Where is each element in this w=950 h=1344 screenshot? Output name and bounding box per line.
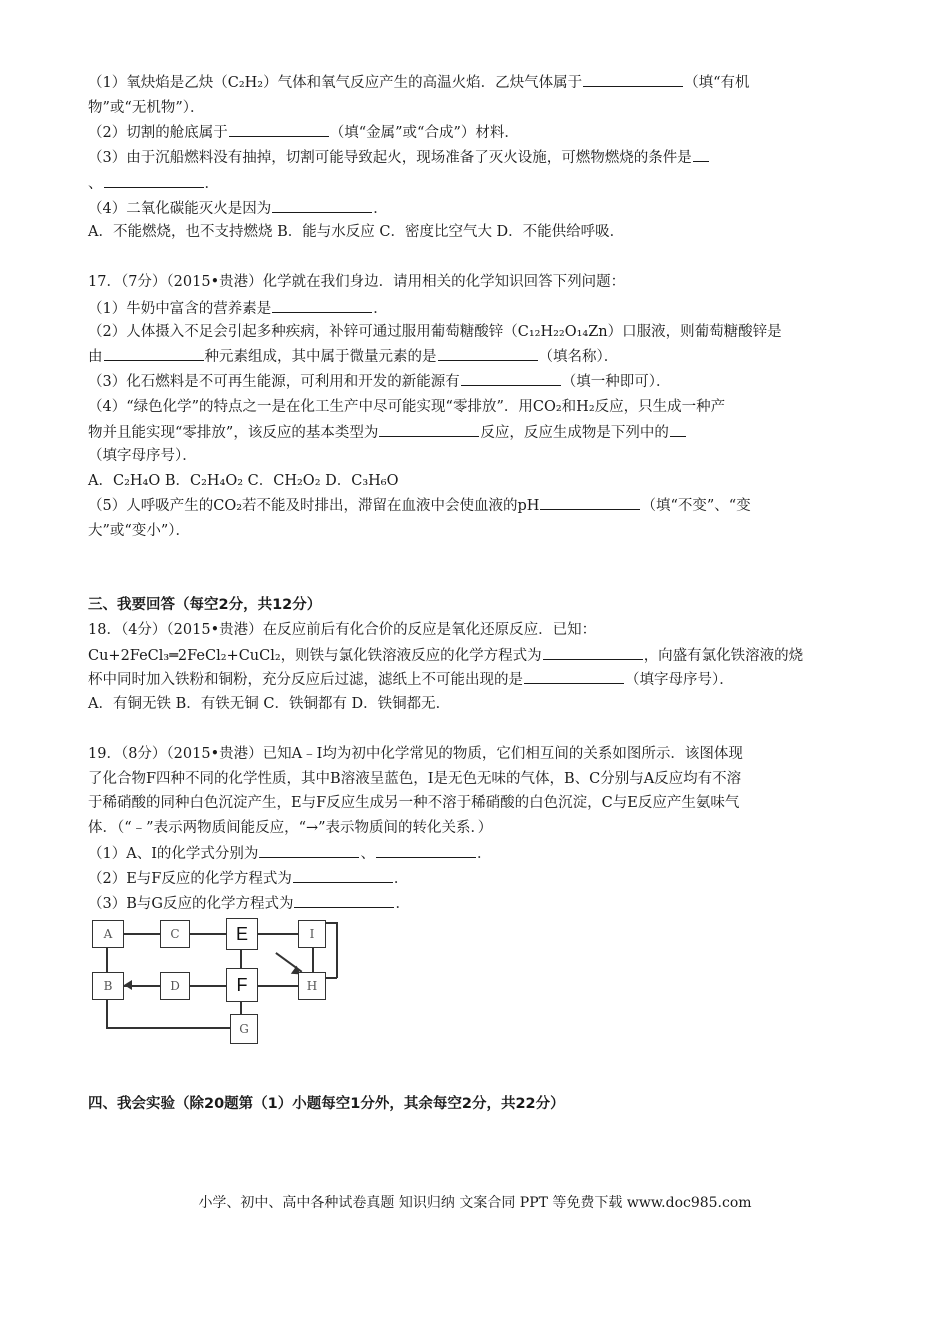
answer-blank[interactable] <box>438 346 538 361</box>
answer-blank[interactable] <box>543 645 643 660</box>
node-C: C <box>160 920 190 948</box>
answer-blank[interactable] <box>376 843 476 858</box>
node-D: D <box>160 972 190 1000</box>
link-C-E <box>190 933 226 935</box>
answer-blank[interactable] <box>272 298 372 313</box>
answer-blank[interactable] <box>229 122 329 137</box>
q19-line-5: （2）E与F反应的化学方程式为 ． <box>88 868 408 889</box>
node-A: A <box>92 920 124 948</box>
q16-line-3: （2）切割的舱底属于 （填“金属”或“合成”）材料． <box>88 122 519 143</box>
node-G: G <box>230 1014 258 1044</box>
link-H-I-top <box>326 922 337 924</box>
page-footer: 小学、初中、高中各种试卷真题 知识归纳 文案合同 PPT 等免费下载 www.doc985.com <box>198 1195 752 1211</box>
answer-blank[interactable] <box>693 147 709 162</box>
q17-heading: 17．（7分）（2015•贵港）化学就在我们身边．请用相关的化学知识回答下列问题： <box>88 274 626 290</box>
answer-blank[interactable] <box>104 346 204 361</box>
q16-line-6: （4）二氧化碳能灭火是因为 ． <box>88 198 388 219</box>
answer-blank[interactable] <box>583 72 683 87</box>
answer-blank[interactable] <box>379 422 479 437</box>
q19-line-1: 了化合物F四种不同的化学性质，其中B溶液呈蓝色，I是无色无味的气体，B、C分别与A反应均有不溶 <box>88 771 742 787</box>
q18-line-1: Cu+2FeCl₃═2FeCl₂+CuCl₂，则铁与氯化铁溶液反应的化学方程式为 ，向盛有氯化铁溶液的烧 <box>88 645 803 666</box>
q17-line-9: （5）人呼吸产生的CO₂若不能及时排出，滞留在血液中会使血液的pH （填“不变”、“变 <box>88 495 751 516</box>
q18-heading: 18．（4分）（2015•贵港）在反应前后有化合价的反应是氧化还原反应．已知： <box>88 622 597 638</box>
link-I-H <box>312 947 314 973</box>
q17-line-5: （4）“绿色化学”的特点之一是在化工生产中尽可能实现“零排放”．用CO₂和H₂反应，只生成一种产 <box>88 399 726 415</box>
answer-blank[interactable] <box>540 495 640 510</box>
q17-line-3: 由 种元素组成，其中属于微量元素的是 （填名称）． <box>88 346 618 367</box>
link-H-I-right <box>336 922 338 978</box>
link-B-G-down <box>106 1000 108 1028</box>
q16-line-5: 、 ． <box>88 173 219 194</box>
link-B-G-across <box>106 1027 230 1029</box>
link-D-F <box>190 985 226 987</box>
link-A-C <box>124 933 160 935</box>
section-4-heading: 四、我会实验（除20题第（1）小题每空1分外，其余每空2分，共22分） <box>88 1096 565 1112</box>
answer-blank[interactable] <box>293 868 393 883</box>
node-H: H <box>298 972 326 1000</box>
link-F-G <box>240 1002 242 1014</box>
q19-line-2: 于稀硝酸的同种白色沉淀产生，E与F反应生成另一种不溶于稀硝酸的白色沉淀，C与E反应产生氨味气 <box>88 795 740 811</box>
arrow-to-B <box>124 980 132 990</box>
node-I: I <box>298 920 326 948</box>
link-F-H <box>258 985 298 987</box>
q17-line-4: （3）化石燃料是不可再生能源，可利用和开发的新能源有 （填一种即可）． <box>88 371 670 392</box>
q16-line-2: 物”或“无机物”）． <box>88 100 205 116</box>
q19-line-6: （3）B与G反应的化学方程式为 ． <box>88 893 410 914</box>
link-E-F <box>240 950 242 968</box>
link-H-I-bottom <box>326 977 337 979</box>
answer-blank[interactable] <box>670 422 686 437</box>
answer-blank[interactable] <box>272 198 372 213</box>
q16-options: A．不能燃烧，也不支持燃烧 B．能与水反应 C．密度比空气大 D．不能供给呼吸． <box>88 224 625 240</box>
q19-line-3: 体．（“﹣”表示两物质间能反应，“→”表示物质间的转化关系．） <box>88 820 493 836</box>
q17-line-7: （填字母序号）． <box>88 448 197 464</box>
answer-blank[interactable] <box>524 669 624 684</box>
node-F: F <box>226 968 258 1002</box>
section-3-heading: 三、我要回答（每空2分，共12分） <box>88 597 322 613</box>
q18-options: A．有铜无铁 B．有铁无铜 C．铁铜都有 D．铁铜都无． <box>88 696 451 712</box>
q16-line-1: （1）氧炔焰是乙炔（C₂H₂）气体和氧气反应产生的高温火焰．乙炔气体属于 （填“有机 <box>88 72 750 93</box>
q17-line-10: 大”或“变小”）． <box>88 523 190 539</box>
q19-heading: 19．（8分）（2015•贵港）已知A﹣I均为初中化学常见的物质，它们相互间的关系如图所示．该图体现 <box>88 746 743 762</box>
q19-line-4: （1）A、I的化学式分别为 、 ． <box>88 843 491 864</box>
node-E: E <box>226 918 258 950</box>
answer-blank[interactable] <box>259 843 359 858</box>
link-A-B <box>106 947 108 973</box>
q17-line-2: （2）人体摄入不足会引起多种疾病，补锌可通过服用葡萄糖酸锌（C₁₂H₂₂O₁₄Zn）口服液，则葡萄糖酸锌是 <box>88 324 782 340</box>
q16-line-4: （3）由于沉船燃料没有抽掉，切割可能导致起火，现场准备了灭火设施，可燃物燃烧的条件是 <box>88 147 710 168</box>
answer-blank[interactable] <box>104 173 204 188</box>
link-E-I <box>258 933 298 935</box>
q17-options: A．C₂H₄O B．C₂H₄O₂ C．CH₂O₂ D．C₃H₆O <box>88 473 399 489</box>
q17-line-1: （1）牛奶中富含的营养素是 ． <box>88 298 388 319</box>
q17-line-6: 物并且能实现“零排放”，该反应的基本类型为 反应，反应生成物是下列中的 <box>88 422 687 443</box>
answer-blank[interactable] <box>461 371 561 386</box>
q18-line-2: 杯中同时加入铁粉和铜粉，充分反应后过滤，滤纸上不可能出现的是 （填字母序号）． <box>88 669 734 690</box>
node-B: B <box>92 972 124 1000</box>
answer-blank[interactable] <box>294 893 394 908</box>
